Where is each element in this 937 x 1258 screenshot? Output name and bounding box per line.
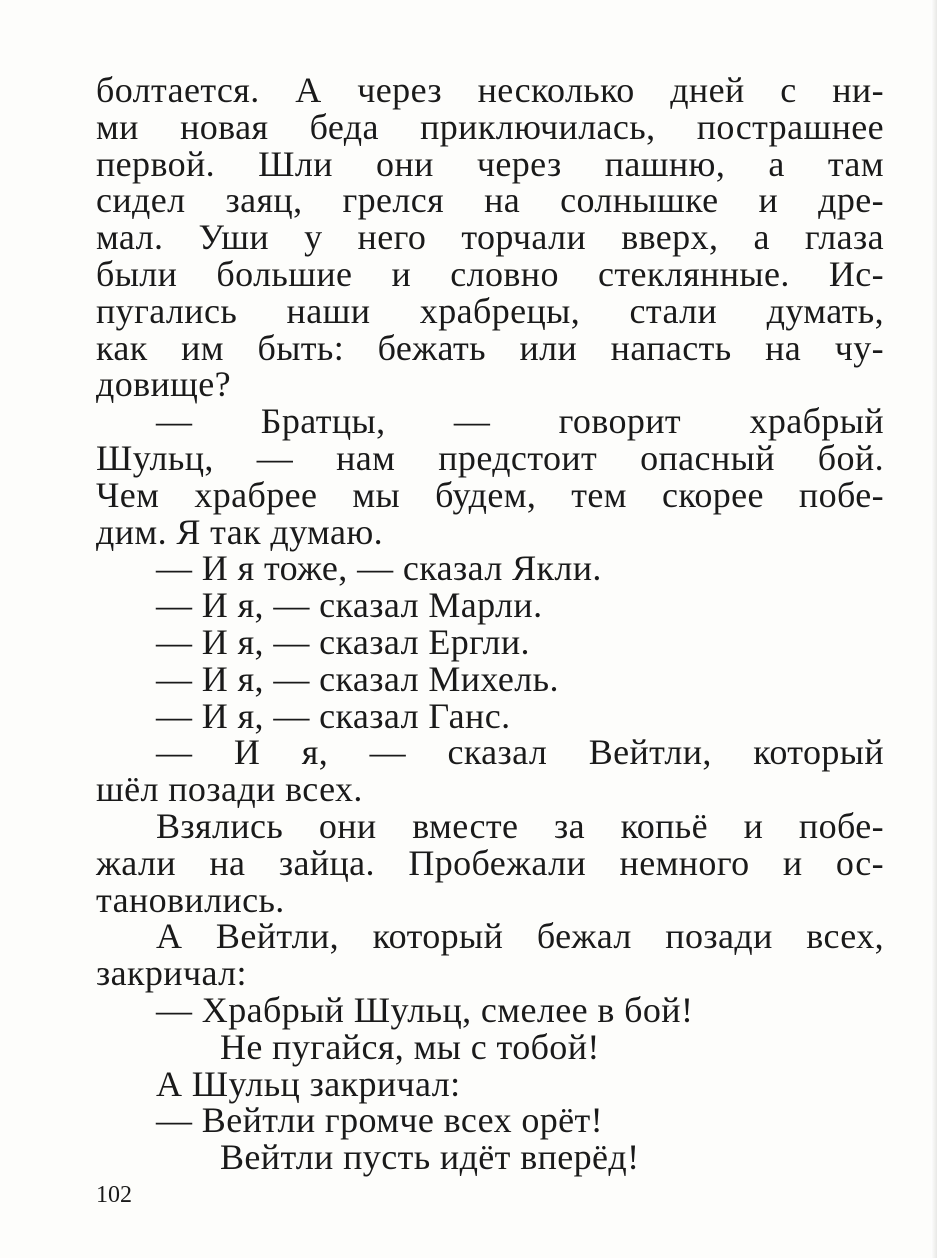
page-edge xyxy=(931,0,937,1258)
dialogue-line: — И я тоже, — сказал Якли. xyxy=(156,548,602,589)
verse-line: Вейтли пусть идёт вперёд! xyxy=(220,1137,640,1178)
verse-line: Не пугайся, мы с тобой! xyxy=(220,1026,600,1067)
dialogue-line: — И я, — сказал Ганс. xyxy=(156,695,511,736)
text-line: дим. Я так думаю. xyxy=(96,511,384,552)
dialogue-line: — Братцы, — говорит храбрый xyxy=(156,401,884,442)
verse-line: — Храбрый Шульц, смелее в бой! xyxy=(156,989,694,1030)
text-line: первой. Шли они через пашню, а там xyxy=(96,143,884,184)
page-number: 102 xyxy=(96,1182,132,1208)
paragraph-line: А Шульц закричал: xyxy=(156,1063,461,1104)
dialogue-line: — И я, — сказал Михель. xyxy=(156,658,559,699)
text-line: ми новая беда приключилась, пострашнее xyxy=(96,106,884,147)
dialogue-line: — И я, — сказал Марли. xyxy=(156,585,543,626)
text-line: Чем храбрее мы будем, тем скорее побе- xyxy=(96,474,884,515)
text-line: были большие и словно стеклянные. Ис- xyxy=(96,253,884,294)
paragraph-line: А Вейтли, который бежал позади всех, xyxy=(156,916,884,957)
text-line: пугались наши храбрецы, стали думать, xyxy=(96,290,884,331)
text-line: жали на зайца. Пробежали немного и ос- xyxy=(96,842,884,883)
text-line: сидел заяц, грелся на солнышке и дре- xyxy=(96,180,884,221)
text-line: болтается. А через несколько дней с ни- xyxy=(96,70,884,110)
text-line: Шульц, — нам предстоит опасный бой. xyxy=(96,437,884,478)
verse-line: — Вейтли громче всех орёт! xyxy=(156,1100,604,1141)
text-line: закричал: xyxy=(96,953,247,994)
body-text xyxy=(96,72,884,1176)
dialogue-line: — И я, — сказал Ергли. xyxy=(156,621,530,662)
dialogue-line: — И я, — сказал Вейтли, который xyxy=(156,732,884,773)
paragraph-line: Взялись они вместе за копьё и побе- xyxy=(156,805,884,846)
text-line: мал. Уши у него торчали вверх, а глаза xyxy=(96,217,884,258)
text-line: шёл позади всех. xyxy=(96,769,363,810)
text-line: довище? xyxy=(96,364,232,405)
text-line: тановились. xyxy=(96,879,285,920)
text-line: как им быть: бежать или напасть на чу- xyxy=(96,327,884,368)
